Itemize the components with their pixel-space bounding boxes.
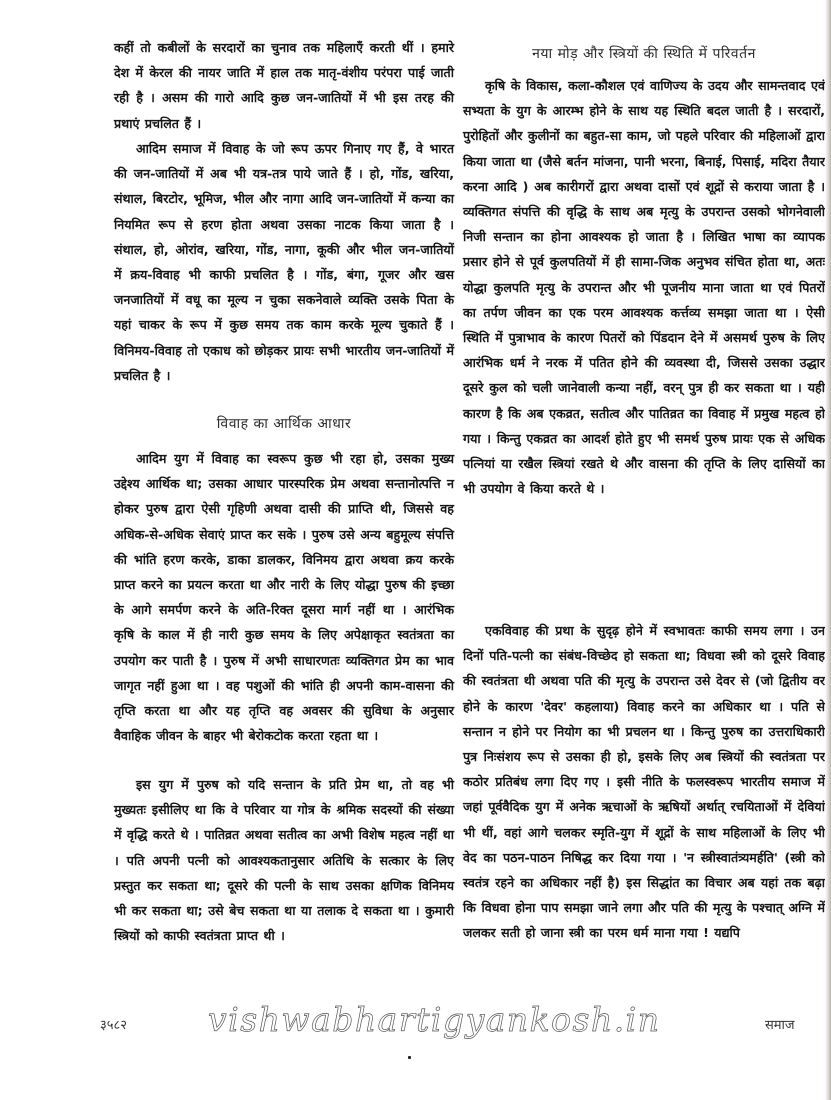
- paragraph: कृषि के विकास, कला-कौशल एवं वाणिज्य के उदय और सामन्तवाद एवं सभ्यता के युग के आरम्भ होने के साथ यह स्थिति बदल जाती है । सरदारों, पुरोहितों और कुलीनों का बहुत-सा काम, जो पहले परिवार की महिलाओं द्वारा किया जाता था (जैसे बर्तन मांजना, पानी भरना, बिनाई, पिसाई, मदिरा तैयार करना आदि ) अब कारीगरों द्वारा अथवा दासों एवं शूद्रों से कराया जाता है । व्यक्तिगत संपत्ति की वृद्धि के साथ अब मृत्यु के उपरान्त उसको भोगनेवाली निजी सन्तान का होना आवश्यक हो जाता है । लिखित भाषा का व्यापक प्रसार होने से पूर्व कुलपतियों में ही सामा-जिक अनुभव संचित होता था, अतः योद्धा कुलपति मृत्यु के उपरान्त और भी पूजनीय माना जाता था एवं पितरों का तर्पण जीवन का एक परम आवश्यक कर्त्तव्य समझा जाता था । ऐसी स्थिति में पुत्राभाव के कारण पितरों को पिंडदान देने में असमर्थ पुरुष के लिए आरंभिक धर्म ने नरक में पतित होने की व्यवस्था दी, जिससे उसका उद्धार दूसरे कुल को चली जानेवाली कन्या नहीं, वरन् पुत्र ही कर सकता था । यही कारण है कि अब एकव्रत, सतीत्व और पातिव्रत का विवाह में प्रमुख महत्व हो गया । किन्तु एकव्रत का आदर्श होते हुए भी समर्थ पुरुष प्रायः एक से अधिक पत्नियां या रखैल स्त्रियां रखते थे और वासना की तृप्ति के लिए दासियों का भी उपयोग वे किया करते थे ।: [463, 78, 825, 497]
- section-heading: विवाह का आर्थिक आधार: [216, 416, 352, 432]
- paragraph: आदिम समाज में विवाह के जो रूप ऊपर गिनाए गए हैं, वे भारत की जन-जातियों में अब भी यत्र-तत्र पाये जाते हैं । हो, गोंड, खरिया, संथाल, बिरटोर, भूमिज, भील और नागा आदि जन-जातियों में कन्या का नियमित रूप से हरण होता अथवा उसका नाटक किया जाता है । संथाल, हो, ओरांव, खरिया, गोंड, नागा, कूकी और भील जन-जातियों में क्रय-विवाह भी काफी प्रचलित है । गोंड, बंगा, गूजर और खस जनजातियों में वधू का मूल्य न चुका सकनेवाले व्यक्ति उसके पिता के यहां चाकर के रूप में कुछ समय तक काम करके मूल्य चुकाते हैं । विनिमय-विवाह तो एकाध को छोड़कर प्रायः सभी भारतीय जन-जातियों में प्रचलित है ।: [114, 141, 454, 383]
- print-speck: [408, 1056, 411, 1059]
- page-number: ३५८२: [100, 1018, 128, 1033]
- paragraph: आदिम युग में विवाह का स्वरूप कुछ भी रहा हो, उसका मुख्य उद्देश्य आर्थिक था; उसका आधार पारस्परिक प्रेम अथवा सन्तानोत्पत्ति न होकर पुरुष द्वारा ऐसी गृहिणी अथवा दासी की प्राप्ति थी, जिससे वह अधिक-से-अधिक सेवाएं प्राप्त कर सके । पुरुष उसे अन्य बहुमूल्य संपत्ति की भांति हरण करके, डाका डालकर, विनिमय द्वारा अथवा क्रय करके प्राप्त करने का प्रयत्न करता था और नारी के लिए योद्धा पुरुष की इच्छा के आगे समर्पण करने के अति-रिक्त दूसरा मार्ग नहीं था । आरंभिक कृषि के काल में ही नारी कुछ समय के लिए अपेक्षाकृत स्वतंत्रता का उपयोग कर पाती है । पुरुष में अभी साधारणतः व्यक्तिगत प्रेम का भाव जागृत नहीं हुआ था । वह पशुओं की भांति ही अपनी काम-वासना की तृप्ति करता था और यह तृप्ति वह अवसर की सुविधा के अनुसार वैवाहिक जीवन के बाहर भी बेरोकटोक करता रहता था ।: [114, 451, 454, 744]
- watermark: vishwabhartigyankosh.in: [208, 1000, 661, 1039]
- page-edge-shadow: [825, 0, 831, 1100]
- paragraph: एकविवाह की प्रथा के सुदृढ़ होने में स्वभावतः काफी समय लगा । उन दिनों पति-पत्नी का संबंध-विच्छेद हो सकता था; विधवा स्त्री को दूसरे विवाह की स्वतंत्रता थी अथवा पति की मृत्यु के उपरान्त उसे देवर से (जो द्वितीय वर होने के कारण 'देवर' कहलाया) विवाह करने का अधिकार था । पति से सन्तान न होने पर नियोग का भी प्रचलन था । किन्तु पुरुष का उत्तराधिकारी पुत्र निःसंशय रूप से उसका ही हो, इसके लिए अब स्त्रियों की स्वतंत्रता पर कठोर प्रतिबंध लगा दिए गए । इसी नीति के फलस्वरूप भारतीय समाज में जहां पूर्ववैदिक युग में अनेक ऋचाओं के ऋषियों अर्थात् रचयिताओं में देवियां भी थीं, वहां आगे चलकर स्मृति-युग में शूद्रों के साथ महिलाओं के लिए भी वेद का पठन-पाठन निषिद्ध कर दिया गया । 'न स्त्रीस्वातंत्र्यमर्हति' (स्त्री को स्वतंत्र रहने का अधिकार नहीं है) इस सिद्धांत का विचार अब यहां तक बढ़ा कि विधवा होना पाप समझा जाने लगा और पति की मृत्यु के पश्चात् अग्नि में जलकर सती हो जाना स्त्री का परम धर्म माना गया ! यद्यपि: [463, 623, 825, 941]
- running-footer-section: समाज: [765, 1018, 795, 1033]
- paragraph: इस युग में पुरुष को यदि सन्तान के प्रति प्रेम था, तो वह भी मुख्यतः इसीलिए था कि वे परिवार या गोत्र के श्रमिक सदस्यों की संख्या में वृद्धि करते थे । पातिव्रत अथवा सतीत्व का अभी विशेष महत्व नहीं था । पति अपनी पत्नी को आवश्यकतानुसार अतिथि के सत्कार के लिए प्रस्तुत कर सकता था; दूसरे की पत्नी के साथ उसका क्षणिक विनिमय भी कर सकता था; उसे बेच सकता था या तलाक दे सकता था । कुमारी स्त्रियों को काफी स्वतंत्रता प्राप्त थी ।: [114, 777, 454, 944]
- section-heading: नया मोड़ और स्त्रियों की स्थिति में परिवर्तन: [532, 46, 756, 62]
- paragraph: कहीं तो कबीलों के सरदारों का चुनाव तक महिलाएँ करती थीं । हमारे देश में केरल की नायर जाति में हाल तक मातृ-वंशीय परंपरा पाई जाती रही है । असम की गारो आदि कुछ जन-जातियों में भी इस तरह की प्रथाएं प्रचलित हैं ।: [114, 40, 454, 131]
